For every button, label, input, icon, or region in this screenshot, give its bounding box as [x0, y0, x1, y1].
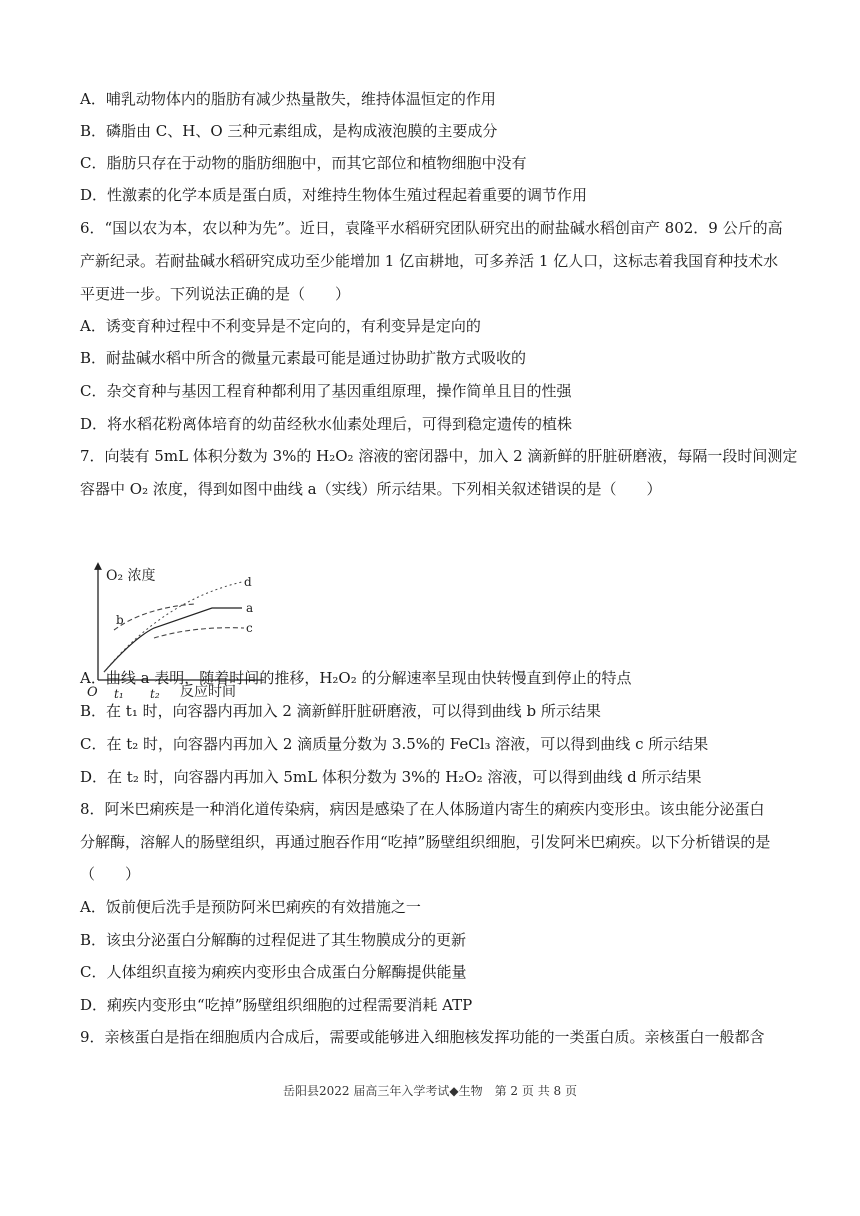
q6-stem-line2: 产新纪录。若耐盐碱水稻研究成功至少能增加 1 亿亩耕地，可多养活 1 亿人口，这标志着我国育种技术水: [80, 252, 779, 270]
curve-b: [114, 604, 194, 630]
q8-option-c: C．人体组织直接为痢疾内变形虫合成蛋白分解酶提供能量: [80, 963, 467, 981]
curve-d: [104, 582, 242, 672]
curve-a-label: a: [246, 601, 254, 615]
q5-option-c: C．脂肪只存在于动物的脂肪细胞中，而其它部位和植物细胞中没有: [80, 154, 527, 172]
y-axis-label: O₂ 浓度: [106, 568, 156, 584]
q8-option-d: D．痢疾内变形虫“吃掉”肠壁组织细胞的过程需要消耗 ATP: [80, 996, 473, 1014]
q5-option-b: B．磷脂由 C、H、O 三种元素组成，是构成液泡膜的主要成分: [80, 122, 498, 140]
q8-stem-line2: 分解酶，溶解人的肠壁组织，再通过胞吞作用“吃掉”肠壁组织细胞，引发阿米巴痢疾。以下分析错误的是: [80, 833, 771, 851]
page-footer: 岳阳县2022 届高三年入学考试◆生物 第 2 页 共 8 页: [283, 1084, 577, 1098]
x-axis-label: 反应时间: [180, 684, 236, 700]
q8-option-a: A．饭前便后洗手是预防阿米巴痢疾的有效措施之一: [80, 898, 421, 916]
q6-option-d: D．将水稻花粉离体培育的幼苗经秋水仙素处理后，可得到稳定遗传的植株: [80, 415, 573, 433]
t1-label: t₁: [114, 687, 124, 700]
q8-stem-line3: （ ）: [80, 865, 141, 883]
q7-option-c: C．在 t₂ 时，向容器内再加入 2 滴质量分数为 3.5%的 FeCl₃ 溶液，可以得到曲线 c 所示结果: [80, 735, 709, 753]
q6-option-b: B．耐盐碱水稻中所含的微量元素最可能是通过协助扩散方式吸收的: [80, 349, 527, 367]
q6-option-a: A．诱变育种过程中不利变异是不定向的，有利变异是定向的: [80, 317, 481, 335]
q5-option-a: A．哺乳动物体内的脂肪有减少热量散失，维持体温恒定的作用: [80, 90, 496, 108]
curve-c: [154, 628, 244, 638]
q7-option-d: D．在 t₂ 时，向容器内再加入 5mL 体积分数为 3%的 H₂O₂ 溶液，可以得到曲线 d 所示结果: [80, 768, 702, 786]
t2-label: t₂: [150, 687, 160, 700]
q5-option-d: D．性激素的化学本质是蛋白质，对维持生物体生殖过程起着重要的调节作用: [80, 186, 588, 204]
curve-c-label: c: [246, 621, 253, 635]
q7-option-a: A．曲线 a 表明，随着时间的推移，H₂O₂ 的分解速率呈现由快转慢直到停止的特点: [80, 669, 632, 687]
curve-b-label: b: [116, 613, 124, 627]
q7-stem-line2: 容器中 O₂ 浓度，得到如图中曲线 a（实线）所示结果。下列相关叙述错误的是（ ）: [80, 480, 662, 498]
q8-option-b: B．该虫分泌蛋白分解酶的过程促进了其生物膜成分的更新: [80, 931, 467, 949]
q6-option-c: C．杂交育种与基因工程育种都利用了基因重组原理，操作简单且目的性强: [80, 382, 572, 400]
q7-stem-line1: 7．向装有 5mL 体积分数为 3%的 H₂O₂ 溶液的密闭器中，加入 2 滴新鲜的肝脏研磨液，每隔一段时间测定: [80, 447, 798, 465]
q6-stem-line1: 6．“国以农为本，农以种为先”。近日，袁隆平水稻研究团队研究出的耐盐碱水稻创亩产 802．9 公斤的高: [80, 219, 783, 237]
q6-stem-line3: 平更进一步。下列说法正确的是（ ）: [80, 285, 351, 303]
curve-a: [104, 608, 242, 672]
q7-option-b: B．在 t₁ 时，向容器内再加入 2 滴新鲜肝脏研磨液，可以得到曲线 b 所示结果: [80, 702, 601, 720]
curve-d-label: d: [244, 575, 252, 589]
q9-stem-line1: 9．亲核蛋白是指在细胞质内合成后，需要或能够进入细胞核发挥功能的一类蛋白质。亲核蛋白一般都含: [80, 1028, 765, 1046]
origin-label: O: [87, 685, 98, 700]
q8-stem-line1: 8．阿米巴痢疾是一种消化道传染病，病因是感染了在人体肠道内寄生的痢疾内变形虫。该虫能分泌蛋白: [80, 800, 765, 818]
